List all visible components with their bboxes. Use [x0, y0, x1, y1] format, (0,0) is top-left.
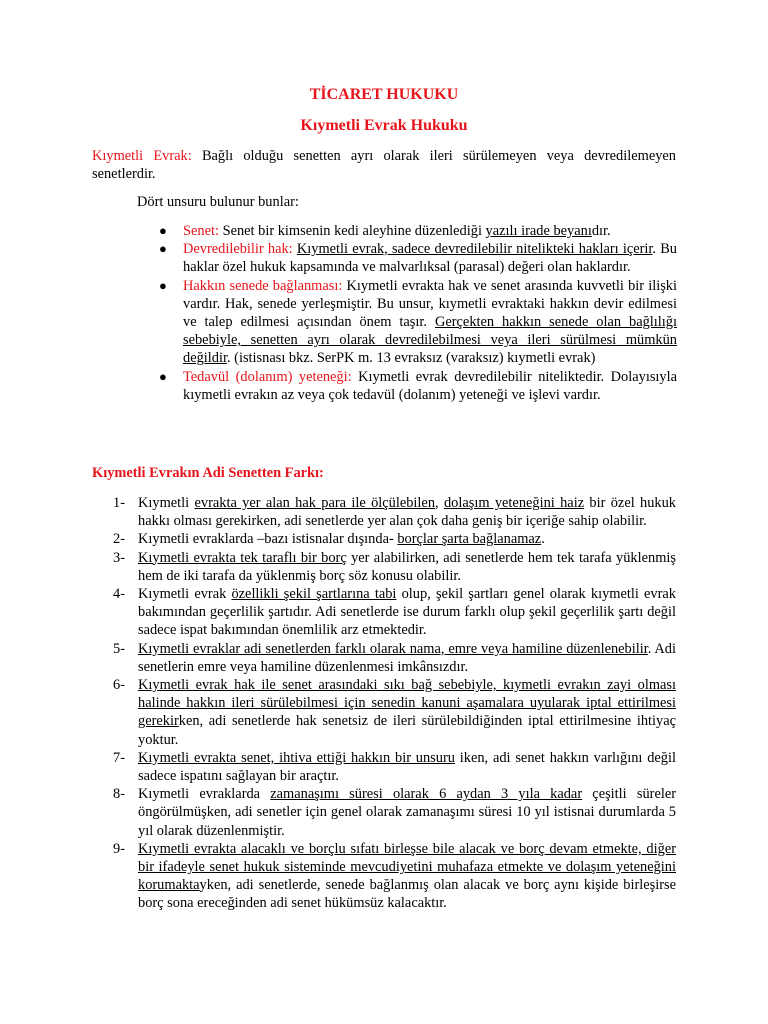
- bullet-underlined-text: Gerçekten hakkın senede olan bağlılığı sebebiyle, senetten ayrı olarak devredilebilmesi veya ileri sürülmesi mümkün değildir: [183, 314, 677, 367]
- item-text: iken, adi senet hakkın varlığını değil sadece ispatını sağlayan bir araçtır.: [138, 749, 677, 785]
- item-text: Kıymetli evrak: [138, 586, 232, 603]
- bullet-label: Tedavül (dolanım) yeteneği:: [183, 368, 352, 385]
- list-item: [92, 840, 676, 913]
- differences-list: [92, 494, 676, 913]
- item-underlined-text: Kıymetli evrakta senet, ihtiva ettiği hakkın bir unsuru: [138, 749, 455, 766]
- item-underlined-text: Kıymetli evrakta alacaklı ve borçlu sıfatı birleşse bile alacak ve borç devam etmekte, diğer bir ifadeyle senet hukuk sisteminde mevcudiyetini muhafaza etmekte ve dolaşım yeteneğini korumakta: [138, 840, 676, 894]
- bullet-text: Kıymetli evrak devredilebilir niteliktedir. Dolayısıyla kıymetli evrakın az veya çok tedavül (dolanım) yeteneği ve işlevi vardır.: [183, 368, 677, 403]
- item-text: olup, şekil şartları genel olarak kıymetli evrak bakımından geçerlilik şartıdır. Adi senetlerde ise durum farklı olup şekil geçerlilik şartı değil sadece ispat bakımından önemlilik arz etmektedir.: [138, 586, 676, 639]
- list-item: [92, 785, 676, 840]
- item-text: . Adi senetlerin emre veya hamiline düzenlenmesi imkânsızdır.: [138, 640, 676, 675]
- definition-text: Bağlı olduğu senetten ayrı olarak ileri sürülemeyen veya devredilemeyen senetlerdir.: [92, 148, 676, 183]
- section-heading: Kıymetli Evrakın Adi Senetten Farkı:: [92, 465, 324, 481]
- item-number: 5-: [113, 640, 125, 657]
- item-text: bir özel hukuk hakkı olması gerekirken, adi senetlerde yer alan çok daha geniş bir içeriğe sahip olabilir.: [138, 495, 677, 530]
- list-item: [157, 222, 677, 240]
- list-item: [92, 530, 676, 548]
- document-title: TİCARET HUKUKU: [309, 86, 459, 103]
- list-item: [92, 585, 676, 640]
- bullet-text: Kıymetli evrakta hak ve senet arasında kuvvetli bir ilişki vardır. Hak, senede yerleşmiştir. Bu unsur, kıymetli evraktaki hakkın devir edilmesi ve talep edilmesi açısından önem taşır.: [183, 277, 677, 331]
- item-text: çeşitli süreler öngörülmüşken, adi senetler için genel olarak zamanaşımı süresi 10 yıl istisnai durumlarda 5 yıl olarak düzenlenmiştir.: [138, 786, 677, 839]
- item-underlined-text: Kıymetli evrakta tek taraflı bir borç: [138, 549, 347, 566]
- bullet-underlined-text: yazılı irade beyanı: [485, 223, 592, 239]
- item-text: .: [541, 531, 545, 548]
- list-item: [92, 676, 676, 749]
- item-text: Kıymetli evraklarda –bazı istisnalar dışında-: [138, 531, 398, 548]
- item-number: 4-: [113, 586, 125, 603]
- list-item: [92, 549, 676, 585]
- list-item: [92, 749, 676, 785]
- definition-paragraph: [92, 147, 676, 183]
- item-underlined-text: Kıymetli evraklar adi senetlerden farklı olarak nama, emre veya hamiline düzenlenebilir: [138, 640, 648, 657]
- bullet-icon: ●: [159, 277, 167, 293]
- intro-paragraph: Dört unsuru bulunur bunlar:: [137, 194, 299, 210]
- bullet-underlined-text: Kıymetli evrak, sadece devredilebilir nitelikteki hakları içerir: [296, 241, 653, 258]
- item-text: Kıymetli evraklarda: [138, 786, 271, 803]
- item-number: 8-: [113, 786, 125, 803]
- bullet-label: Devredilebilir hak:: [183, 241, 293, 258]
- item-number: 2-: [113, 531, 125, 548]
- item-number: 9-: [113, 840, 125, 857]
- bullet-text: . Bu haklar özel hukuk kapsamında ve malvarlıksal (parasal) değeri olan haklardır.: [183, 241, 677, 276]
- list-item: [92, 494, 676, 530]
- document-subtitle: Kıymetli Evrak Hukuku: [300, 117, 468, 134]
- elements-list: [157, 222, 677, 404]
- bullet-text: . (istisnası bkz. SerPK m. 13 evraksız (varaksız) kıymetli evrak): [226, 350, 596, 367]
- list-item: [157, 368, 677, 404]
- list-item: [157, 277, 677, 368]
- list-item: [92, 640, 676, 676]
- item-underlined-text: borçlar şarta bağlanamaz: [397, 531, 542, 548]
- item-text: yken, adi senetlerde, senede bağlanmış olan alacak ve borç aynı kişide birleşirse borç sona ereceğinden adi senet hükümsüz kalacaktır.: [138, 877, 676, 912]
- bullet-icon: ●: [159, 223, 167, 238]
- list-item: [157, 240, 677, 276]
- item-underlined-text: özellikli şekil şartlarına tabi: [231, 586, 397, 603]
- bullet-label: Senet:: [183, 223, 219, 239]
- bullet-text: Senet bir kimsenin kedi aleyhine düzenlediği: [218, 223, 486, 239]
- item-text: ,: [435, 495, 444, 511]
- bullet-icon: ●: [159, 241, 167, 257]
- item-number: 7-: [113, 749, 125, 766]
- bullet-text: dır.: [591, 223, 611, 239]
- item-number: 6-: [113, 677, 125, 694]
- item-text: yer alabilirken, adi senetlerde hem tek tarafa yüklenmiş hem de iki tarafa da yüklenmiş borç söz konusu olabilir.: [138, 549, 676, 584]
- item-text: Kıymetli: [138, 495, 195, 511]
- item-underlined-text: zamanaşımı süresi olarak 6 aydan 3 yıla kadar: [270, 786, 583, 803]
- bullet-label: Hakkın senede bağlanması:: [183, 277, 343, 294]
- definition-label: Kıymetli Evrak:: [92, 148, 192, 164]
- item-underlined-text: Kıymetli evrak hak ile senet arasındaki sıkı bağ sebebiyle, kıymetli evrakın zayi olması halinde hakkın ileri sürülebilmesi için senedin kanuni aşamalara uyularak iptal ettirilmesi gerekir: [138, 677, 676, 730]
- item-number: 3-: [113, 549, 125, 566]
- bullet-icon: ●: [159, 368, 167, 384]
- item-underlined-text: dolaşım yeteneğini haiz: [443, 495, 585, 511]
- item-number: 1-: [113, 495, 125, 511]
- item-underlined-text: evrakta yer alan hak para ile ölçülebilen: [194, 495, 436, 511]
- item-text: ken, adi senetlerde hak senetsiz de ileri sürülebildiğinden iptal ettirilmesine ihtiyaç yoktur.: [138, 713, 676, 748]
